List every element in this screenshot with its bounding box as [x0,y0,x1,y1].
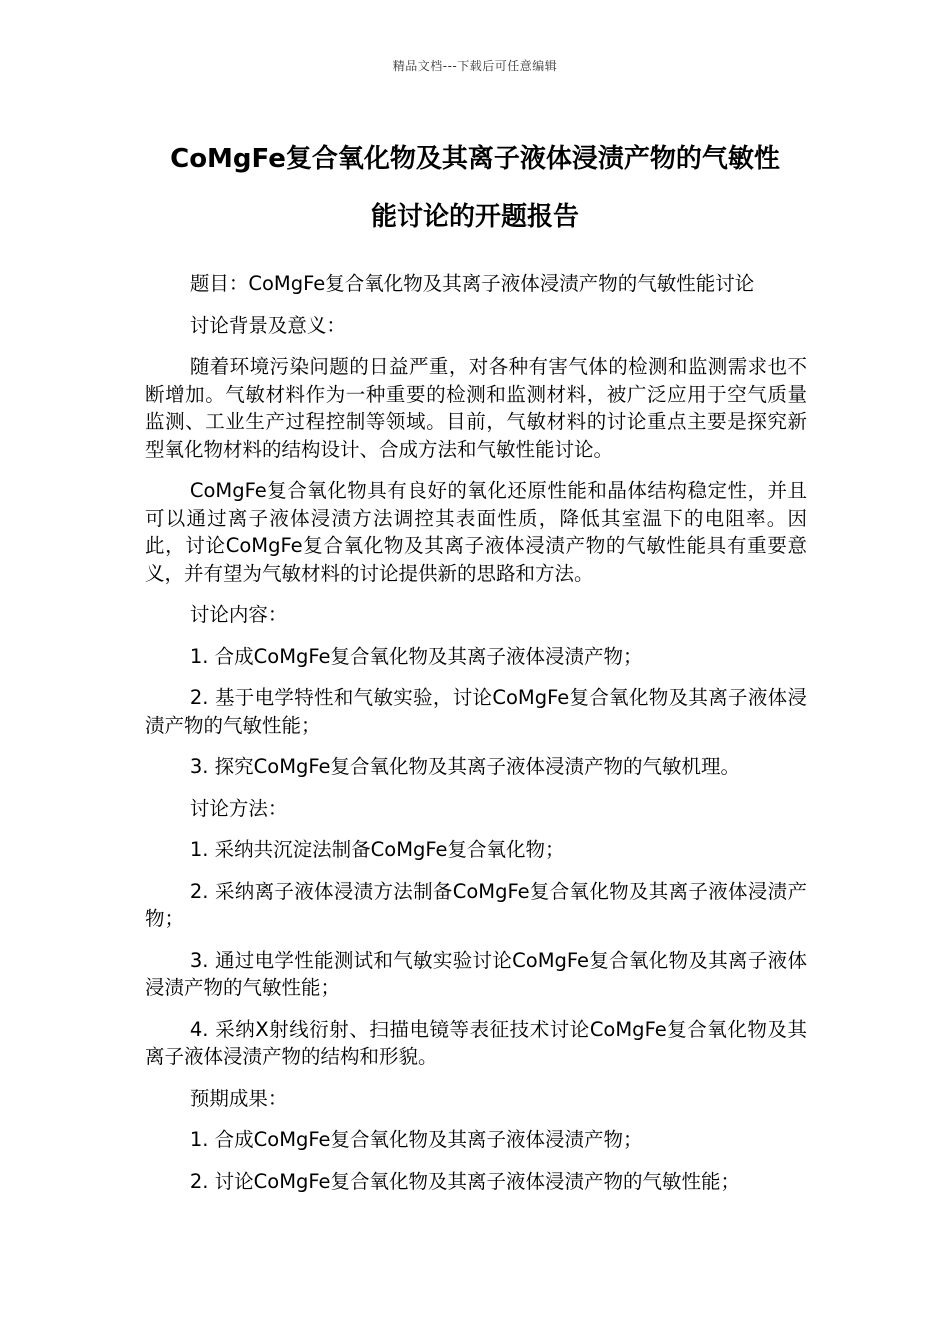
section-heading-background: 讨论背景及意义： [189,313,346,337]
title-line-2: 能讨论的开题报告 [370,202,579,232]
background-paragraph: 随着环境污染问题的日益严重，对各种有害气体的检测和监测需求也不断增加。气敏材料作为一种重要的检测和监测材料，被广泛应用于空气质量监测、工业生产过程控制等领域。目前，气敏材料的讨论重点主要是探究新型氧化物材料的结构设计、合成方法和气敏性能讨论。 [145,355,807,461]
content-item-3: 3. 探究CoMgFe复合氧化物及其离子液体浸渍产物的气敏机理。 [189,755,741,778]
document-body [145,270,807,1209]
content-item-1: 1. 合成CoMgFe复合氧化物及其离子液体浸渍产物； [189,644,643,668]
outcome-item-1: 1. 合成CoMgFe复合氧化物及其离子液体浸渍产物； [189,1128,643,1151]
method-item-2: 2. 采纳离子液体浸渍方法制备CoMgFe复合氧化物及其离子液体浸渍产物； [145,879,807,930]
section-heading-outcomes: 预期成果： [189,1086,288,1110]
header-note: 精品文档---下载后可任意编辑 [392,59,558,73]
document-title [140,130,810,246]
section-heading-content: 讨论内容： [189,603,288,626]
method-item-4: 4. 采纳X射线衍射、扫描电镜等表征技术讨论CoMgFe复合氧化物及其离子液体浸渍产物的结构和形貌。 [145,1017,807,1068]
section-heading-methods: 讨论方法： [189,796,288,820]
method-item-1: 1. 采纳共沉淀法制备CoMgFe复合氧化物； [189,838,565,861]
method-item-3: 3. 通过电学性能测试和气敏实验讨论CoMgFe复合氧化物及其离子液体浸渍产物的气敏性能； [145,948,807,999]
title-line-1: CoMgFe复合氧化物及其离子液体浸渍产物的气敏性 [170,144,780,174]
topic-line: 题目：CoMgFe复合氧化物及其离子液体浸渍产物的气敏性能讨论 [189,272,755,295]
significance-paragraph: CoMgFe复合氧化物具有良好的氧化还原性能和晶体结构稳定性，并且可以通过离子液体浸渍方法调控其表面性质，降低其室温下的电阻率。因此，讨论CoMgFe复合氧化物及其离子液体浸渍产物的气敏性能具有重要意义，并有望为气敏材料的讨论提供新的思路和方法。 [145,479,807,585]
outcome-item-2: 2. 讨论CoMgFe复合氧化物及其离子液体浸渍产物的气敏性能； [189,1169,741,1193]
content-item-2: 2. 基于电学特性和气敏实验，讨论CoMgFe复合氧化物及其离子液体浸渍产物的气敏性能； [145,686,807,737]
